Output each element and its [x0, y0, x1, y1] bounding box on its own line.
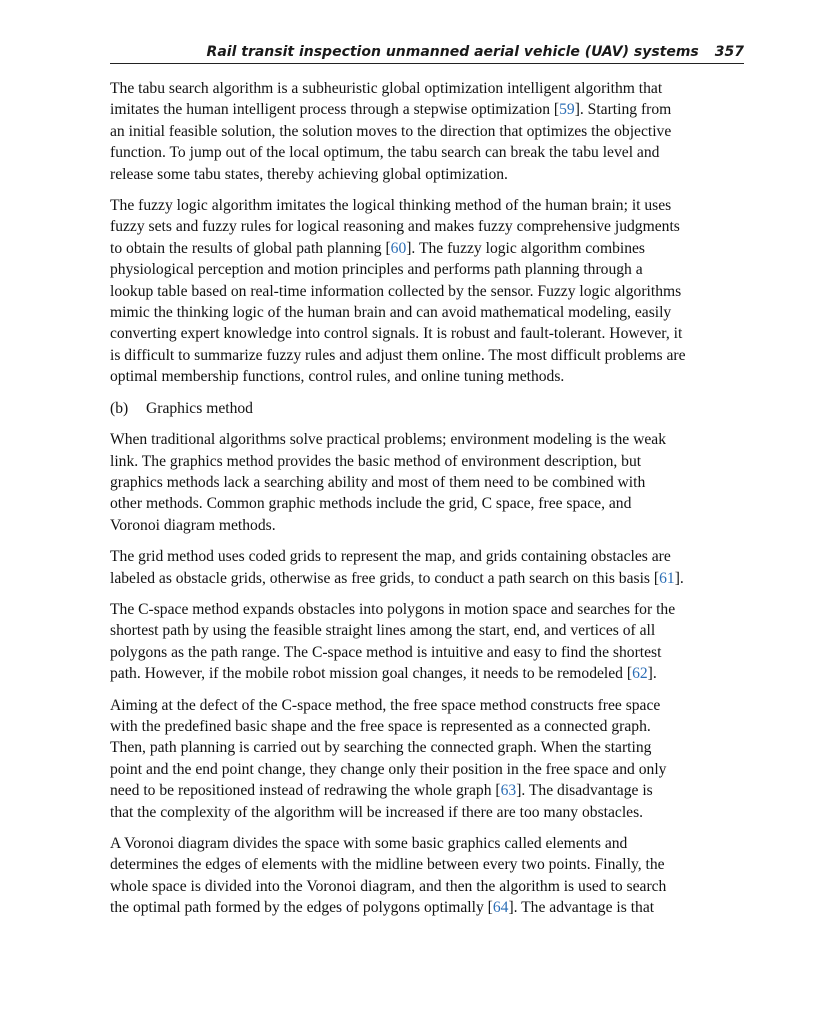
text-line: fuzzy sets and fuzzy rules for logical reasoning and makes fuzzy comprehensive judgments [110, 218, 680, 236]
text-line: Aiming at the defect of the C-space method, the free space method constructs free space [110, 696, 661, 714]
text-line: need to be repositioned instead of redrawing the whole graph [63]. The disadvantage is [110, 782, 653, 800]
text-line: A Voronoi diagram divides the space with some basic graphics called elements and [110, 835, 628, 852]
subheading-title: Graphics method [146, 399, 253, 417]
text-line: lookup table based on real-time information collected by the sensor. Fuzzy logic algorithms [110, 282, 682, 300]
paragraph-group-1 [110, 78, 738, 388]
text-line: release some tabu states, thereby achieving global optimization. [110, 165, 508, 183]
text-line: that the complexity of the algorithm will be increased if there are too many obstacles. [110, 803, 644, 821]
text-line: path. However, if the mobile robot mission goal changes, it needs to be remodeled [62]. [110, 665, 657, 683]
citation-link[interactable]: 59 [559, 101, 575, 119]
text-line: imitates the human intelligent process through a stepwise optimization [59]. Starting from [110, 101, 672, 119]
paragraph-group-2 [110, 429, 738, 919]
text-line: mimic the thinking logic of the human brain and can avoid mathematical modeling, easily [110, 304, 672, 322]
paragraph [110, 429, 738, 536]
text-line: whole space is divided into the Voronoi diagram, and then the algorithm is used to search [110, 877, 667, 895]
section-subheading [110, 398, 738, 419]
paragraph [110, 599, 738, 685]
text-line: determines the edges of elements with the midline between every two points. Finally, the [110, 856, 665, 874]
body-text [110, 78, 738, 929]
page-number: 357 [714, 44, 744, 60]
text-line: When traditional algorithms solve practical problems; environment modeling is the weak [110, 431, 667, 449]
text-line: The grid method uses coded grids to represent the map, and grids containing obstacles are [110, 548, 671, 566]
citation-link[interactable]: 60 [390, 239, 407, 257]
running-title: Rail transit inspection unmanned aerial vehicle (UAV) systems [206, 44, 699, 60]
text-line: with the predefined basic shape and the free space is represented as a connected graph. [110, 717, 651, 735]
text-line: physiological perception and motion principles and performs path planning through a [110, 261, 643, 279]
paragraph [110, 195, 738, 388]
text-line: other methods. Common graphic methods include the grid, C space, free space, and [110, 495, 632, 513]
text-line: The tabu search algorithm is a subheuristic global optimization intelligent algorithm that [110, 80, 663, 97]
text-line: point and the end point change, they change only their position in the free space and only [110, 760, 667, 778]
text-line: converting expert knowledge into control signals. It is robust and fault-tolerant. However, it [110, 325, 683, 343]
text-line: to obtain the results of global path planning [60]. The fuzzy logic algorithm combines [110, 239, 645, 257]
text-line: Voronoi diagram methods. [110, 516, 276, 534]
subheading-label: (b) [110, 399, 129, 417]
citation-link[interactable]: 64 [492, 899, 509, 917]
citation-link[interactable]: 62 [632, 665, 648, 683]
text-line: Then, path planning is carried out by searching the connected graph. When the starting [110, 739, 652, 757]
text-line: link. The graphics method provides the basic method of environment description, but [110, 452, 642, 470]
text-line: is difficult to summarize fuzzy rules and adjust them online. The most difficult problems are [110, 346, 686, 364]
text-line: labeled as obstacle grids, otherwise as free grids, to conduct a path search on this basis [61]. [110, 569, 684, 587]
text-line: function. To jump out of the local optimum, the tabu search can break the tabu level and [110, 144, 660, 162]
citation-link[interactable]: 61 [659, 569, 675, 587]
text-line: The C-space method expands obstacles into polygons in motion space and searches for the [110, 600, 676, 618]
running-header [110, 38, 744, 64]
text-line: shortest path by using the feasible straight lines among the start, end, and vertices of all [110, 622, 656, 640]
citation-link[interactable]: 63 [500, 782, 517, 800]
text-line: the optimal path formed by the edges of polygons optimally [64]. The advantage is that [110, 899, 655, 917]
text-line: optimal membership functions, control rules, and online tuning methods. [110, 368, 565, 386]
paragraph [110, 78, 738, 185]
paragraph [110, 833, 738, 919]
text-line: polygons as the path range. The C-space method is intuitive and easy to find the shortest [110, 643, 662, 661]
text-line: graphics methods lack a searching ability and most of them need to be combined with [110, 473, 646, 491]
text-line: an initial feasible solution, the solution moves to the direction that optimizes the objective [110, 122, 672, 140]
paragraph [110, 546, 738, 589]
text-line: The fuzzy logic algorithm imitates the logical thinking method of the human brain; it uses [110, 197, 672, 215]
paragraph [110, 695, 738, 823]
